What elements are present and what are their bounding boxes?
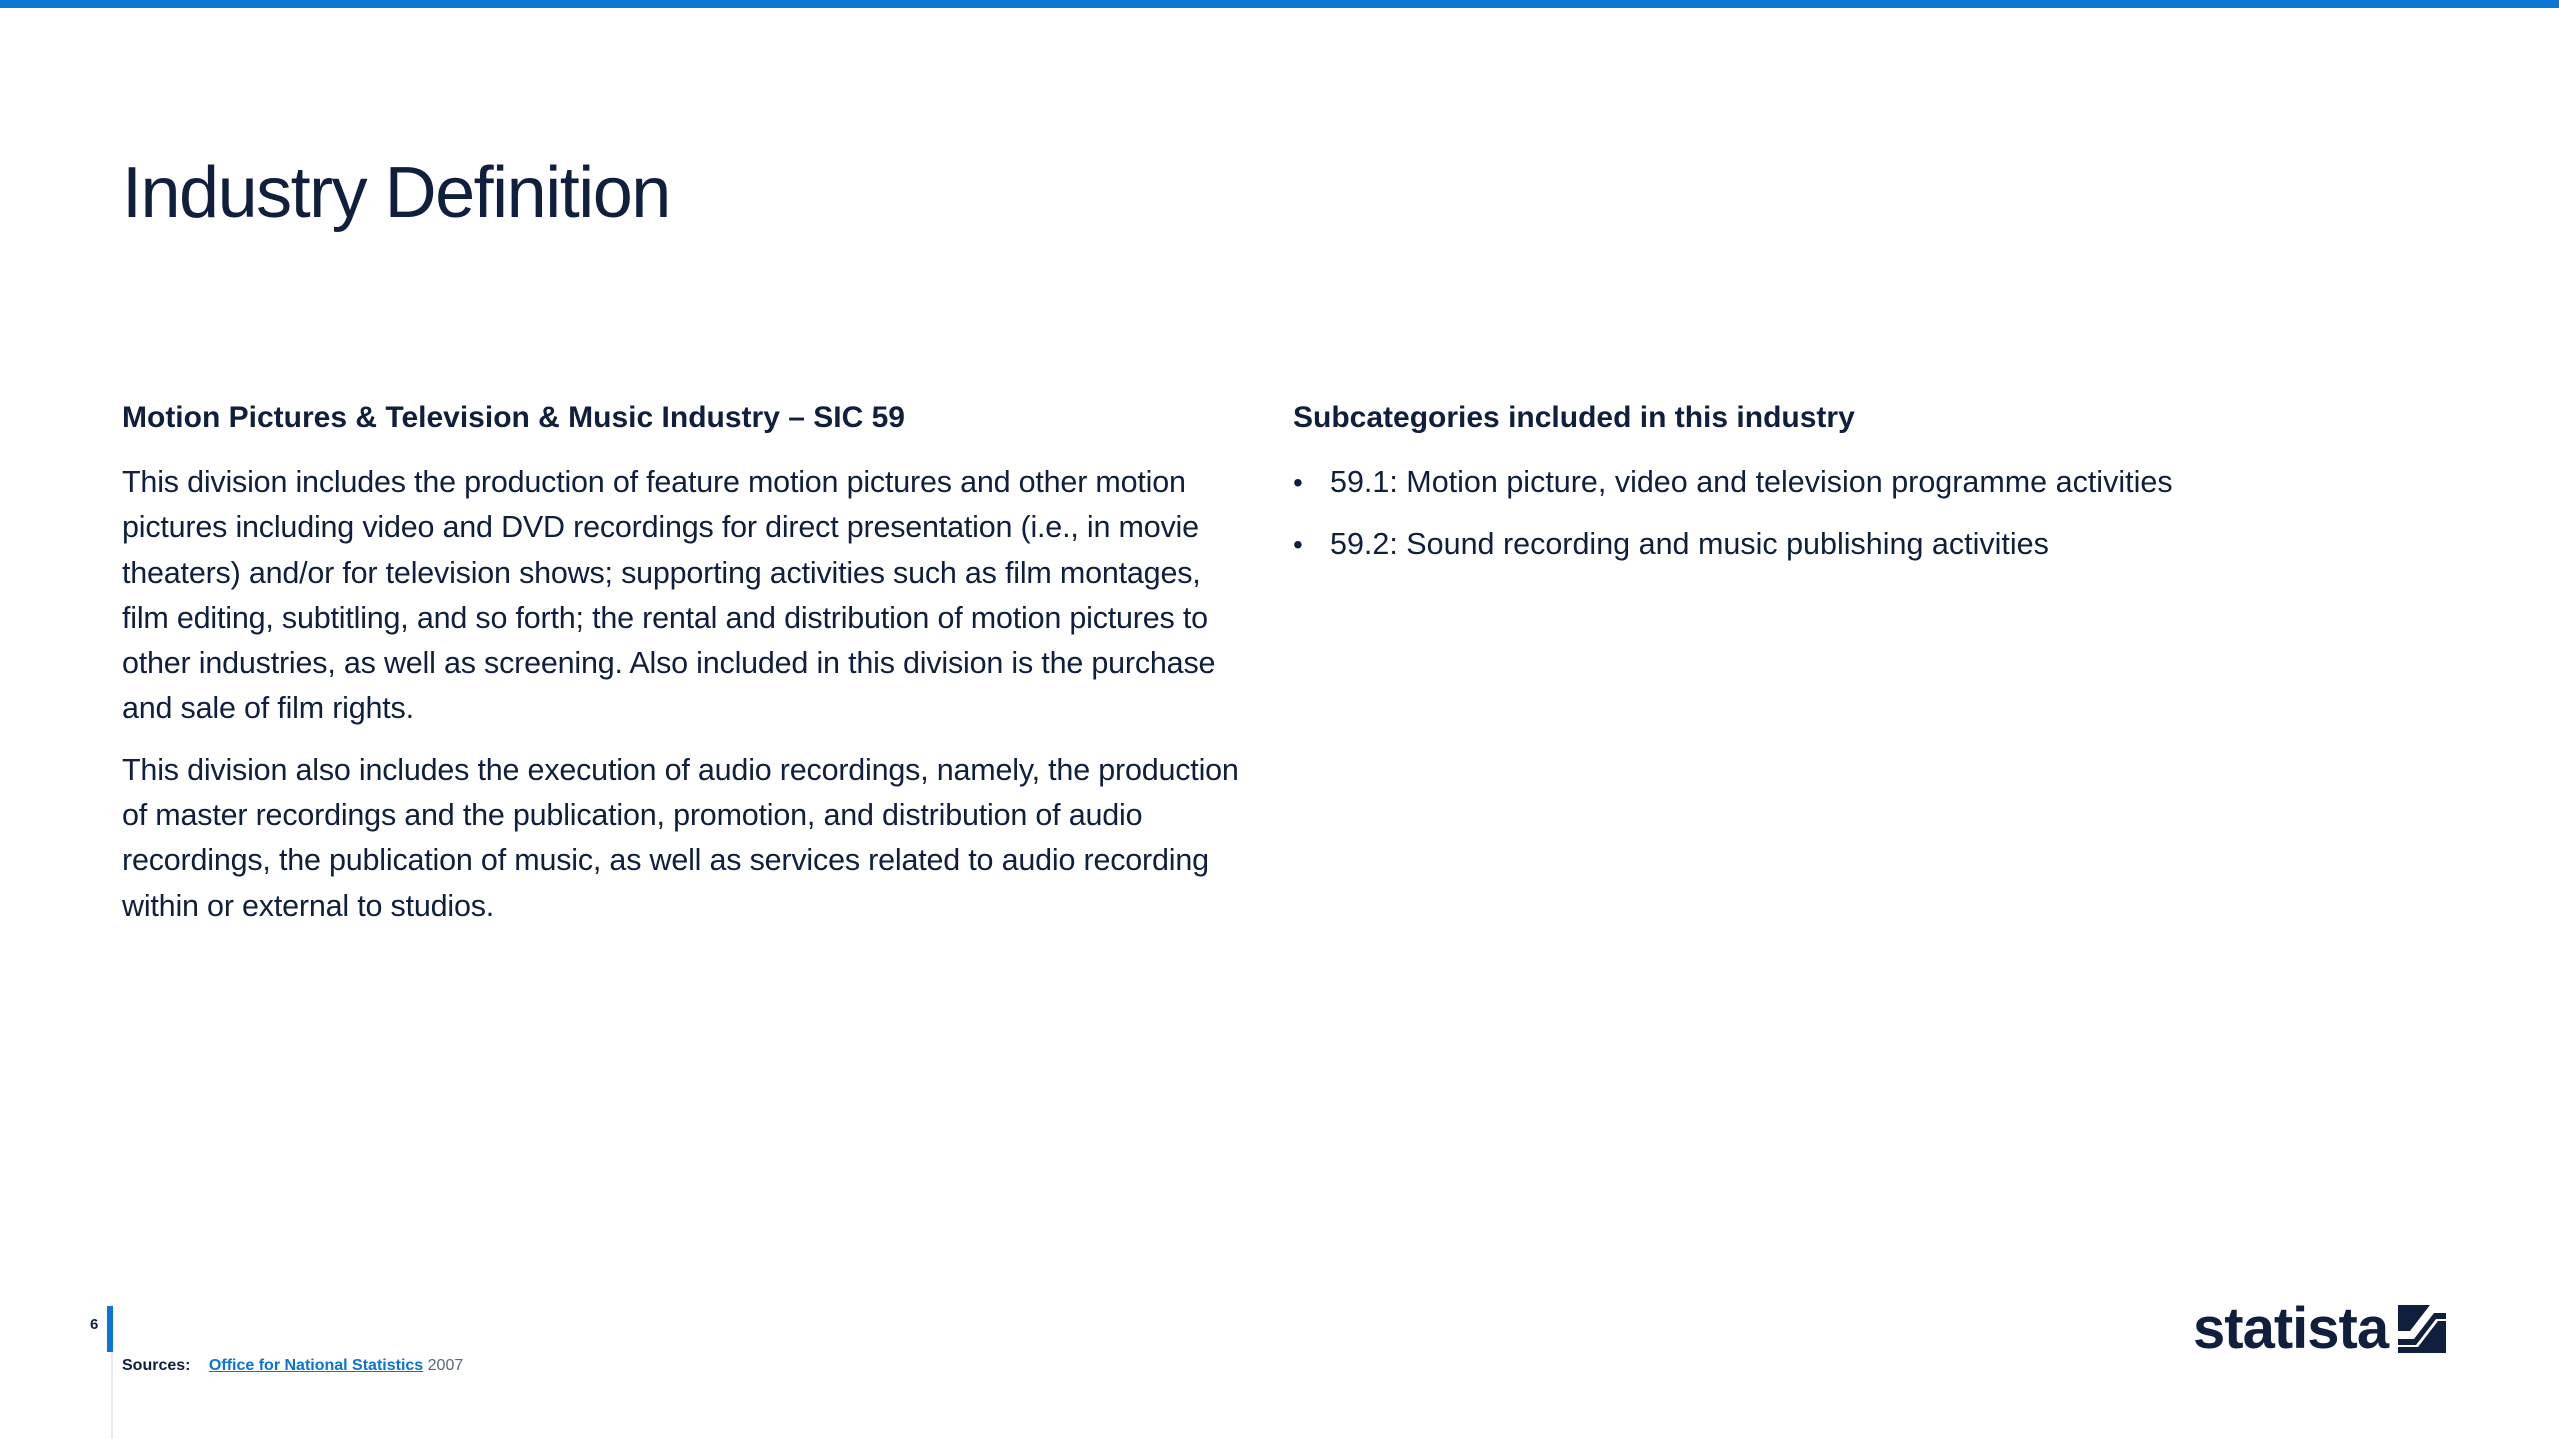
source-year: 2007 <box>427 1357 464 1374</box>
bullet-icon: • <box>1293 529 1303 560</box>
subcategories-list <box>1293 460 2433 567</box>
definition-heading: Motion Pictures & Television & Music Industry – SIC 59 <box>122 401 905 434</box>
list-item <box>1293 460 2433 505</box>
subcategories-column <box>1293 396 2433 584</box>
bullet-icon: • <box>1293 467 1303 498</box>
subcategories-heading: Subcategories included in this industry <box>1293 401 1855 434</box>
page-number-marker <box>107 1306 113 1352</box>
list-item <box>1293 522 2433 567</box>
list-item-label: 59.2: Sound recording and music publishing activities <box>1330 527 2049 561</box>
definition-paragraph: This division also includes the execution of audio recordings, namely, the production of master recordings and the publication, promotion, and distribution of audio recordings, the publication of music, as well as services related to audio recording within or external to studios. <box>122 752 1239 923</box>
sources-label: Sources: <box>122 1357 191 1374</box>
statista-logo <box>2193 1296 2446 1361</box>
statista-logo-icon <box>2398 1305 2446 1353</box>
list-item-label: 59.1: Motion picture, video and television programme activities <box>1330 465 2173 499</box>
top-accent-bar <box>0 0 2559 8</box>
definition-column <box>122 396 1252 945</box>
source-link[interactable]: Office for National Statistics <box>208 1357 424 1374</box>
page-title: Industry Definition <box>122 153 670 233</box>
page-number: 6 <box>90 1316 99 1333</box>
logo-wordmark: statista <box>2193 1296 2389 1361</box>
sources-line <box>122 1357 463 1375</box>
definition-paragraph: This division includes the production of feature motion pictures and other motion pictures including video and DVD recordings for direct presentation (i.e., in movie theaters) and/or for television shows; supporting activities such as film montages, film editing, subtitling, and so forth; the rental and distribution of motion pictures to other industries, as well as screening. Also included in this division is the purchase and sale of film rights. <box>122 465 1216 726</box>
